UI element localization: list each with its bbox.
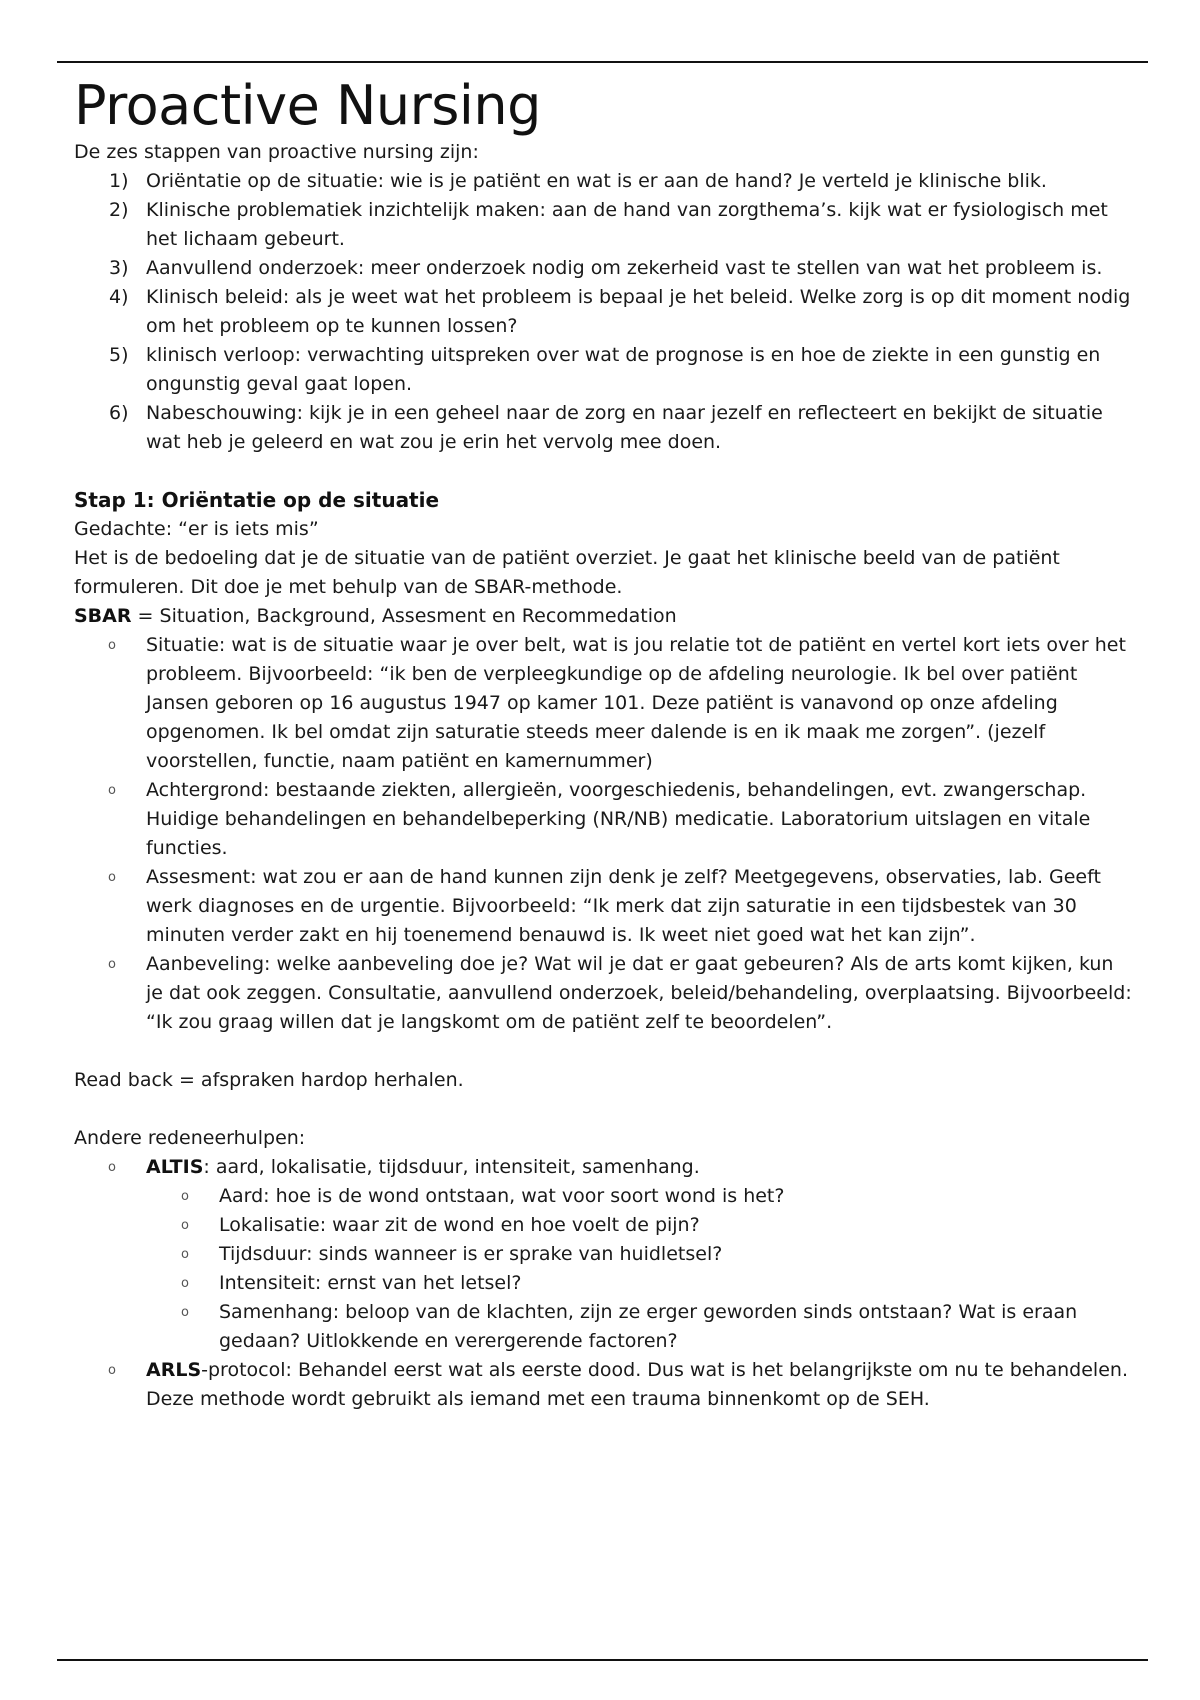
item-number: 1): [109, 170, 129, 192]
bullet-icon: o: [108, 783, 116, 798]
item-text: Aanbeveling: welke aanbeveling doe je? Wat wil je dat er gaat gebeuren? Als de arts komt kijken, kun je dat ook zeggen. Consultatie, aanvullend onderzoek, beleid/behandeling, overplaatsing. Bijvoorbeeld: “Ik zou graag willen dat je langskomt om de patiënt zelf te beoordelen”.: [146, 953, 1132, 1033]
bullet-icon: o: [108, 1363, 116, 1378]
bullet-icon: o: [108, 957, 116, 972]
document-body: [74, 74, 1134, 1414]
list-item-altis: [74, 1153, 1134, 1182]
bottom-rule: [57, 1659, 1148, 1661]
item-text: Aard: hoe is de wond ontstaan, wat voor soort wond is het?: [219, 1185, 785, 1207]
item-number: 2): [109, 199, 129, 221]
arls-label: ARLS: [146, 1359, 202, 1381]
list-item: [74, 950, 1134, 1037]
list-item: [74, 1298, 1134, 1356]
bullet-icon: o: [108, 1160, 116, 1175]
gedachte-text: Gedachte: “er is iets mis”: [74, 518, 319, 540]
item-number: 4): [109, 286, 129, 308]
list-item: [74, 196, 1134, 254]
bullet-icon: o: [181, 1189, 189, 1204]
list-item: [74, 283, 1134, 341]
item-text: klinisch verloop: verwachting uitspreken over wat de prognose is en hoe de ziekte in een gunstig en ongunstig geval gaat lopen.: [146, 344, 1101, 395]
redeneerhulpen-list: [74, 1153, 1134, 1182]
item-text: Assesment: wat zou er aan de hand kunnen zijn denk je zelf? Meetgegevens, observaties, lab. Geeft werk diagnoses en de urgentie. Bijvoorbeeld: “Ik merk dat zijn saturatie in een tijdsbestek van 30 minuten verder zakt en hij toenemend benauwd is. Ik weet niet goed wat het kan zijn”.: [146, 866, 1101, 946]
item-number: 3): [109, 257, 129, 279]
sbar-label: SBAR: [74, 605, 132, 627]
item-text: Intensiteit: ernst van het letsel?: [219, 1272, 522, 1294]
item-text: Samenhang: beloop van de klachten, zijn ze erger geworden sinds ontstaan? Wat is eraan gedaan? Uitlokkende en verergerende factoren?: [219, 1301, 1078, 1352]
item-text: Klinisch beleid: als je weet wat het probleem is bepaal je het beleid. Welke zorg is op dit moment nodig om het probleem op te kunnen lossen?: [146, 286, 1131, 337]
list-item: [74, 631, 1134, 776]
list-item: [74, 1211, 1134, 1240]
list-item: [74, 254, 1134, 283]
item-text: Tijdsduur: sinds wanneer is er sprake van huidletsel?: [219, 1243, 723, 1265]
list-item: [74, 341, 1134, 399]
bullet-icon: o: [108, 638, 116, 653]
altis-label: ALTIS: [146, 1156, 204, 1178]
item-text: Situatie: wat is de situatie waar je over belt, wat is jou relatie tot de patiënt en vertel kort iets over het probleem. Bijvoorbeeld: “ik ben de verpleegkundige op de afdeling neurologie. Ik bel over patiënt Jansen geboren op 16 augustus 1947 op kamer 101. Deze patiënt is vanavond op onze afdeling opgenomen. Ik bel omdat zijn saturatie steeds meer dalende is en ik maak me zorgen”. (jezelf voorstellen, functie, naam patiënt en kamernummer): [146, 634, 1126, 772]
list-item: [74, 1182, 1134, 1211]
item-text: Oriëntatie op de situatie: wie is je patiënt en wat is er aan de hand? Je verteld je klinische blik.: [146, 170, 1047, 192]
page-title: Proactive Nursing: [74, 74, 541, 137]
list-item: [74, 863, 1134, 950]
item-text: Klinische problematiek inzichtelijk maken: aan de hand van zorgthema’s. kijk wat er fysiologisch met het lichaam gebeurt.: [146, 199, 1108, 250]
intro-text: De zes stappen van proactive nursing zijn:: [74, 141, 479, 163]
list-item: [74, 167, 1134, 196]
item-number: 5): [109, 344, 129, 366]
bullet-icon: o: [181, 1247, 189, 1262]
item-text: Nabeschouwing: kijk je in een geheel naar de zorg en naar jezelf en reflecteert en bekijkt de situatie wat heb je geleerd en wat zou je erin het vervolg mee doen.: [146, 402, 1103, 453]
description-text: Het is de bedoeling dat je de situatie van de patiënt overziet. Je gaat het klinische beeld van de patiënt formuleren. Dit doe je met behulp van de SBAR-methode.: [74, 547, 1060, 598]
arls-rest: -protocol: Behandel eerst wat als eerste dood. Dus wat is het belangrijkste om nu te behandelen. Deze methode wordt gebruikt als iemand met een trauma binnenkomt op de SEH.: [146, 1359, 1128, 1410]
sbar-definition: [74, 602, 1134, 631]
bullet-icon: o: [181, 1305, 189, 1320]
altis-rest: : aard, lokalisatie, tijdsduur, intensiteit, samenhang.: [203, 1156, 700, 1178]
bullet-icon: o: [108, 870, 116, 885]
andere-heading: Andere redeneerhulpen:: [74, 1127, 306, 1149]
item-text: Lokalisatie: waar zit de wond en hoe voelt de pijn?: [219, 1214, 700, 1236]
section-heading: Stap 1: Oriëntatie op de situatie: [74, 488, 440, 512]
sbar-list: [74, 631, 1134, 1037]
sbar-rest: = Situation, Background, Assesment en Recommedation: [131, 605, 677, 627]
list-item: [74, 776, 1134, 863]
item-text: Achtergrond: bestaande ziekten, allergieën, voorgeschiedenis, behandelingen, evt. zwangerschap. Huidige behandelingen en behandelbeperking (NR/NB) medicatie. Laboratorium uitslagen en vitale functies.: [146, 779, 1091, 859]
altis-sublist: [74, 1182, 1134, 1356]
top-rule: [57, 61, 1148, 63]
bullet-icon: o: [181, 1276, 189, 1291]
list-item-arls: [74, 1356, 1134, 1414]
bullet-icon: o: [181, 1218, 189, 1233]
item-number: 6): [109, 402, 129, 424]
arls-list: [74, 1356, 1134, 1414]
read-back-text: Read back = afspraken hardop herhalen.: [74, 1069, 464, 1091]
list-item: [74, 1269, 1134, 1298]
steps-list: [74, 167, 1134, 457]
item-text: Aanvullend onderzoek: meer onderzoek nodig om zekerheid vast te stellen van wat het probleem is.: [146, 257, 1103, 279]
list-item: [74, 399, 1134, 457]
list-item: [74, 1240, 1134, 1269]
